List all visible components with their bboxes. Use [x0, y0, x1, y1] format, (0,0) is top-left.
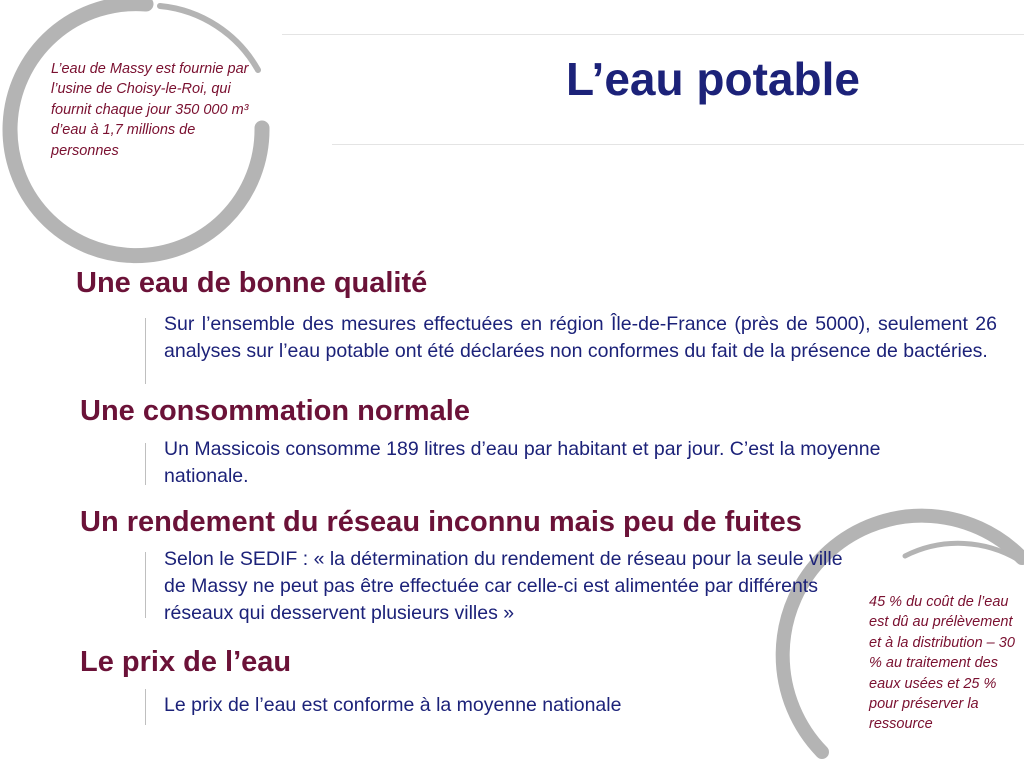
section-price-bar: [145, 689, 146, 725]
slide-title: L’eau potable: [566, 53, 860, 105]
note-water-supply: L’eau de Massy est fournie par l’usine de Choisy-le-Roi, qui fournit chaque jour 350 000 m³ d’eau à 1,7 millions de personnes: [51, 61, 249, 159]
title-rule-bottom: [332, 144, 1024, 145]
section-quality-bar: [145, 318, 146, 384]
section-heading-price: Le prix de l’eau: [80, 646, 292, 678]
section-consumption-bar: [145, 443, 146, 485]
section-heading-network: Un rendement du réseau inconnu mais peu de fuites: [80, 506, 802, 538]
section-network-bar: [145, 552, 146, 618]
section-body-consumption: Un Massicois consomme 189 litres d’eau par habitant et par jour. C’est la moyenne nationale.: [164, 438, 881, 487]
section-body-network: Selon le SEDIF : « la détermination du rendement de réseau pour la seule ville de Massy ne peut pas être effectuée car celle-ci est alimentée par différents réseaux qui desservent plusieurs villes »: [164, 548, 843, 624]
section-body-quality: Sur l’ensemble des mesures effectuées en région Île-de-France (près de 5000), seulement 26 analyses sur l’eau potable ont été déclarées non conformes du fait de la présence de bactéries.: [164, 313, 997, 362]
section-heading-quality: Une eau de bonne qualité: [76, 267, 428, 299]
section-body-price: Le prix de l’eau est conforme à la moyenne nationale: [164, 694, 622, 716]
title-rule-top: [282, 34, 1024, 35]
section-heading-consumption: Une consommation normale: [80, 395, 470, 427]
note-cost-breakdown: 45 % du coût de l’eau est dû au prélèvement et à la distribution – 30 % au traitement des eaux usées et 25 % pour préserver la ressource: [869, 594, 1015, 733]
